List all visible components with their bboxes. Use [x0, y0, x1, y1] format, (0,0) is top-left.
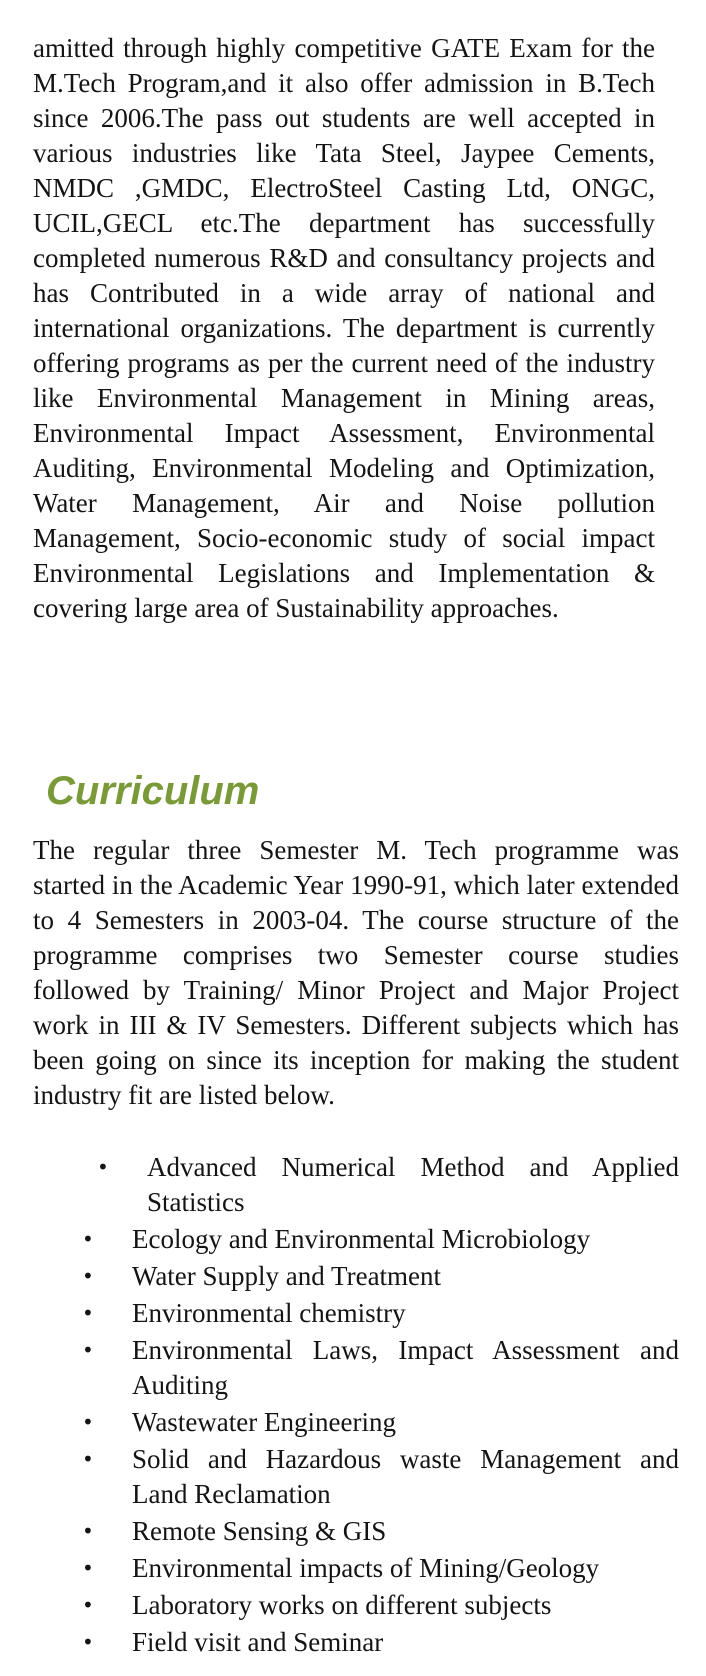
curriculum-paragraph: The regular three Semester M. Tech programme was started in the Academic Year 1990-91, which later extended to 4 Semesters in 2003-04. The course structure of the programme comprises two Semester course studies followed by Training/ Minor Project and Major Project work in III & IV Semesters. Different subjects which has been going on since its inception for making the student industry fit are listed below.	[33, 835, 679, 1110]
bullet-icon: •	[82, 1519, 94, 1543]
subject-label: Environmental chemistry	[132, 1298, 406, 1328]
list-item	[0, 1222, 679, 1257]
bullet-icon: •	[82, 1447, 94, 1471]
list-item	[0, 1625, 679, 1660]
bullet-icon: •	[82, 1630, 94, 1654]
subject-list	[0, 1150, 706, 1662]
subject-label: Wastewater Engineering	[132, 1407, 396, 1437]
list-item	[0, 1514, 679, 1549]
list-item	[0, 1259, 679, 1294]
bullet-icon: •	[97, 1155, 109, 1179]
subject-label: Ecology and Environmental Microbiology	[132, 1224, 591, 1254]
subject-label: Laboratory works on different subjects	[132, 1590, 552, 1620]
subject-label: Advanced Numerical Method and Applied Statistics	[147, 1152, 679, 1217]
list-item	[0, 1333, 679, 1403]
list-item	[0, 1588, 679, 1623]
subject-label: Field visit and Seminar	[132, 1627, 384, 1657]
subject-label: Solid and Hazardous waste Management and Land Reclamation	[132, 1444, 679, 1509]
list-item	[0, 1405, 679, 1440]
bullet-icon: •	[82, 1227, 94, 1251]
intro-paragraph: amitted through highly competitive GATE Exam for the M.Tech Program,and it also offer admission in B.Tech since 2006.The pass out students are well accepted in various industries like Tata Steel, Jaypee Cements, NMDC ,GMDC, ElectroSteel Casting Ltd, ONGC, UCIL,GECL etc.The department has successfully completed numerous R&D and consultancy projects and has Contributed in a wide array of national and international organizations. The department is currently offering programs as per the current need of the industry like Environmental Management in Mining areas, Environmental Impact Assessment, Environmental Auditing, Environmental Modeling and Optimization, Water Management, Air and Noise pollution Management, Socio-economic study of social impact Environmental Legislations and Implementation & covering large area of Sustainability approaches.	[33, 33, 655, 623]
list-item	[0, 1442, 679, 1512]
subject-label: Environmental impacts of Mining/Geology	[132, 1553, 600, 1583]
list-item	[0, 1296, 679, 1331]
bullet-icon: •	[82, 1556, 94, 1580]
list-item	[0, 1150, 679, 1220]
subject-label: Environmental Laws, Impact Assessment and Auditing	[132, 1335, 679, 1400]
bullet-icon: •	[82, 1593, 94, 1617]
bullet-icon: •	[82, 1410, 94, 1434]
bullet-icon: •	[82, 1338, 94, 1362]
bullet-icon: •	[82, 1301, 94, 1325]
bullet-icon: •	[82, 1264, 94, 1288]
subject-label: Remote Sensing & GIS	[132, 1516, 387, 1546]
subject-label: Water Supply and Treatment	[132, 1261, 442, 1291]
curriculum-heading: Curriculum	[46, 769, 260, 813]
list-item	[0, 1551, 679, 1586]
